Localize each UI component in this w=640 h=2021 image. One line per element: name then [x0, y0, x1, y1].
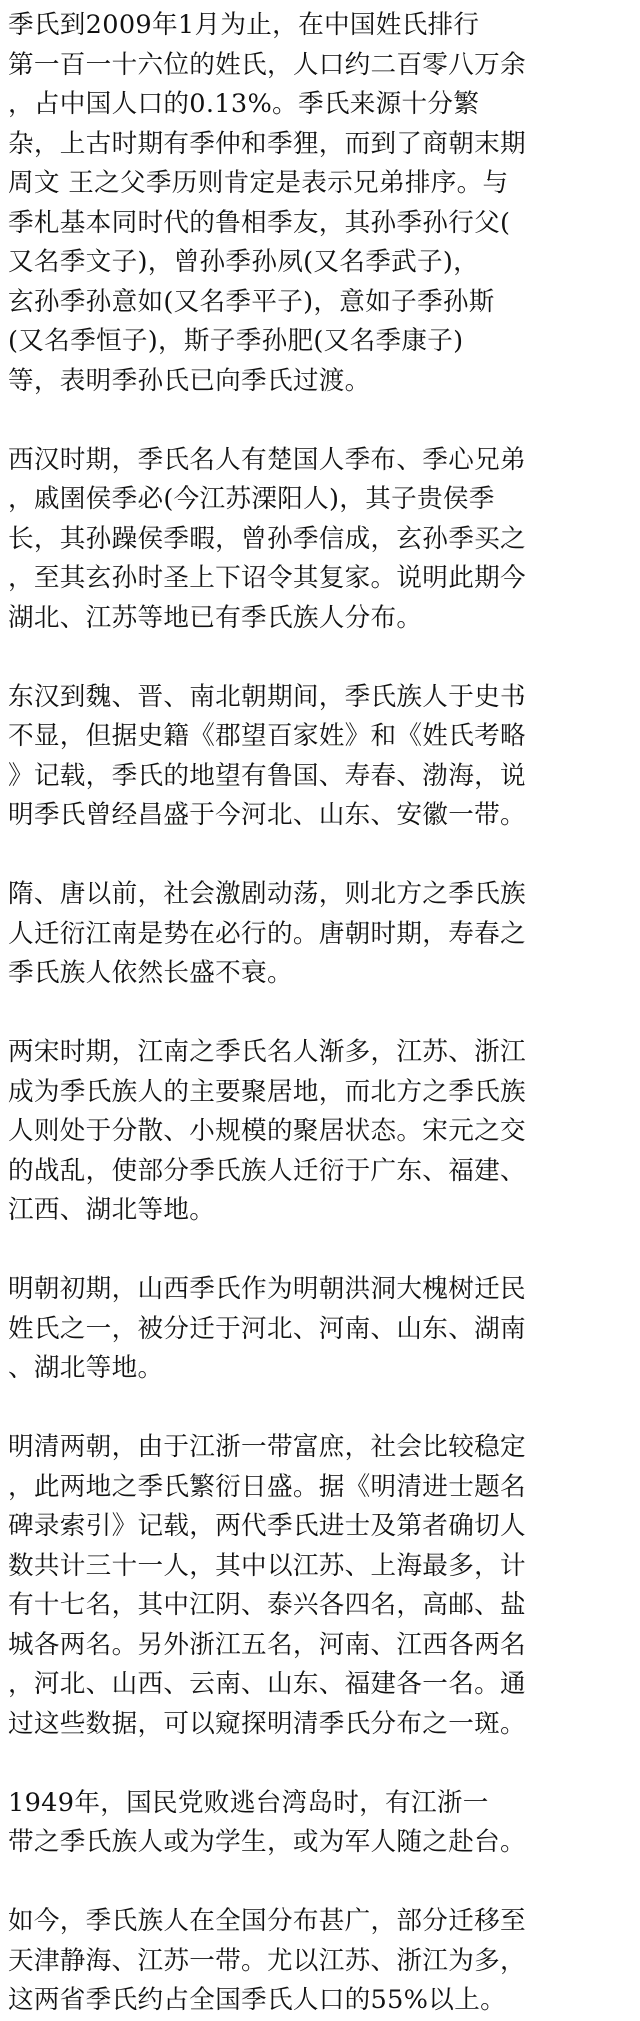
paragraph — [8, 1428, 634, 1744]
text-line: 江西、湖北等地。 — [8, 1195, 216, 1225]
text-line: 周文 王之父季历则肯定是表示兄弟排序。与 — [8, 168, 509, 198]
text-line: 明季氏曾经昌盛于今河北、山东、安徽一带。 — [8, 800, 526, 830]
text-line: 又名季文子)，曾孙季孙夙(又名季武子)， — [8, 247, 480, 277]
paragraph — [8, 875, 634, 994]
text-line: 天津静海、江苏一带。尤以江苏、浙江为多， — [8, 1945, 526, 1976]
text-line: 两宋时期，江南之季氏名人渐多，江苏、浙江 — [8, 1037, 526, 1067]
paragraph — [8, 1902, 634, 2021]
text-line: ，戚圉侯季必(今江苏溧阳人)，其子贵侯季 — [8, 484, 495, 514]
text-line: ，至其玄孙时圣上下诏令其复家。说明此期今 — [8, 563, 526, 593]
text-line: 东汉到魏、晋、南北朝期间，季氏族人于史书 — [8, 681, 526, 712]
text-line: 人则处于分散、小规模的聚居状态。宋元之交 — [8, 1116, 526, 1146]
text-line: 碑录索引》记载，两代季氏进士及第者确切人 — [8, 1511, 526, 1541]
text-line: ，占中国人口的0.13%。季氏来源十分繁 — [8, 89, 480, 119]
text-line: 不显，但据史籍《郡望百家姓》和《姓氏考略 — [8, 721, 526, 751]
text-line: 隋、唐以前，社会激剧动荡，则北方之季氏族 — [8, 879, 526, 909]
paragraph — [8, 441, 634, 639]
paragraph — [8, 1033, 634, 1231]
text-line: 西汉时期，季氏名人有楚国人季布、季心兄弟 — [8, 444, 526, 475]
text-line: 1949年，国民党败逃台湾岛时，有江浙一 — [8, 1787, 489, 1818]
text-line: (又名季恒子)，斯子季孙肥(又名季康子) — [8, 326, 464, 356]
text-line: 明清两朝，由于江浙一带富庶，社会比较稳定 — [8, 1432, 526, 1462]
text-line: 》记载，季氏的地望有鲁国、寿春、渤海，说 — [8, 760, 526, 791]
paragraph — [8, 6, 634, 401]
paragraph — [8, 678, 634, 836]
text-line: 数共计三十一人，其中以江苏、上海最多，计 — [8, 1550, 526, 1581]
text-line: 过这些数据，可以窥探明清季氏分布之一斑。 — [8, 1708, 526, 1739]
text-line: 的战乱，使部分季氏族人迁衍于广东、福建、 — [8, 1155, 526, 1186]
text-line: 等，表明季孙氏已向季氏过渡。 — [8, 365, 371, 396]
text-line: 有十七名，其中江阴、泰兴各四名，高邮、盐 — [8, 1590, 526, 1620]
text-line: ，此两地之季氏繁衍日盛。据《明清进士题名 — [8, 1471, 526, 1502]
text-line: 季札基本同时代的鲁相季友，其孙季孙行父( — [8, 207, 511, 238]
text-line: 、湖北等地。 — [8, 1353, 164, 1383]
text-line: 季氏族人依然长盛不衰。 — [8, 958, 293, 988]
text-line: 这两省季氏约占全国季氏人口的55%以上。 — [8, 1985, 506, 2015]
text-line: 玄孙季孙意如(又名季平子)，意如子季孙斯 — [8, 286, 495, 317]
text-line: 季氏到2009年1月为止，在中国姓氏排行 — [8, 10, 480, 40]
text-line: ，河北、山西、云南、山东、福建各一名。通 — [8, 1669, 526, 1699]
paragraph — [8, 1270, 634, 1389]
paragraph — [8, 1784, 634, 1863]
text-line: 姓氏之一，被分迁于河北、河南、山东、湖南 — [8, 1313, 526, 1344]
text-line: 城各两名。另外浙江五名，河南、江西各两名 — [8, 1629, 526, 1660]
text-line: 人迁衍江南是势在必行的。唐朝时期，寿春之 — [8, 918, 526, 949]
text-line: 如今，季氏族人在全国分布甚广，部分迁移至 — [8, 1906, 526, 1936]
text-line: 长，其孙躁侯季暇，曾孙季信成，玄孙季买之 — [8, 523, 526, 554]
text-line: 杂，上古时期有季仲和季狸，而到了商朝末期 — [8, 128, 526, 159]
text-line: 明朝初期，山西季氏作为明朝洪洞大槐树迁民 — [8, 1274, 526, 1304]
text-line: 成为季氏族人的主要聚居地，而北方之季氏族 — [8, 1076, 526, 1107]
text-line: 第一百一十六位的姓氏，人口约二百零八万余 — [8, 49, 526, 80]
text-line: 带之季氏族人或为学生，或为军人随之赴台。 — [8, 1827, 526, 1857]
text-line: 湖北、江苏等地已有季氏族人分布。 — [8, 602, 423, 633]
